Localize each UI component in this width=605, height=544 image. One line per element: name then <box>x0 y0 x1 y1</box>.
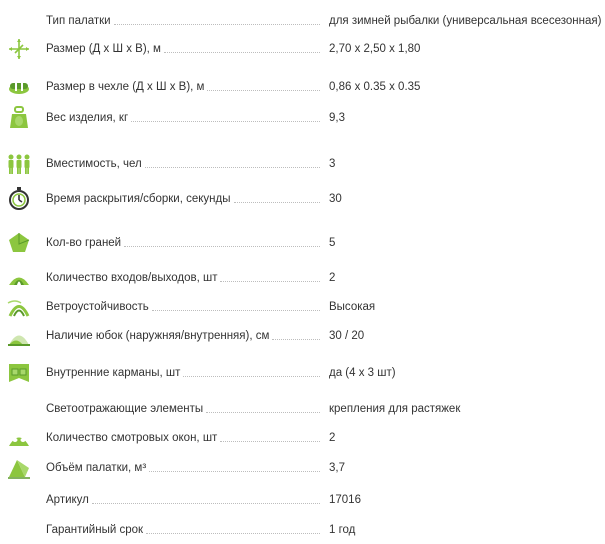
spec-row-reflective <box>0 397 605 421</box>
dotted-leader <box>206 412 320 413</box>
spec-label: Вместимость, чел <box>46 158 145 170</box>
entrance-icon <box>6 266 32 290</box>
pockets-icon <box>6 361 32 385</box>
spec-row-warranty <box>0 518 605 542</box>
packed-size-icon <box>6 75 32 99</box>
spec-value: для зимней рыбалки (универсальная всесезонная) <box>329 15 602 27</box>
volume-icon <box>6 456 32 480</box>
spec-row-pockets <box>0 361 605 385</box>
spec-value: Высокая <box>329 301 376 313</box>
spec-row-article <box>0 488 605 512</box>
spec-row-capacity <box>0 152 605 176</box>
spec-row-weight <box>0 106 605 130</box>
dotted-leader <box>92 503 320 504</box>
spec-label: Время раскрытия/сборки, секунды <box>46 193 234 205</box>
dotted-leader <box>149 471 320 472</box>
spec-label: Кол-во граней <box>46 237 124 249</box>
wind-icon <box>6 295 32 319</box>
spec-label: Светоотражающие элементы <box>46 403 206 415</box>
dimensions-icon <box>6 37 32 61</box>
spec-label: Артикул <box>46 494 92 506</box>
spec-row-entrances <box>0 266 605 290</box>
spec-value: 1 год <box>329 524 356 536</box>
spec-label: Количество смотровых окон, шт <box>46 432 220 444</box>
spec-value: 0,86 х 0.35 х 0.35 <box>329 81 421 93</box>
dotted-leader <box>152 310 320 311</box>
dotted-leader <box>164 52 320 53</box>
spec-row-setup-time <box>0 187 605 211</box>
spec-value: 3 <box>329 158 336 170</box>
spec-label: Тип палатки <box>46 15 114 27</box>
dotted-leader <box>220 441 320 442</box>
spec-label: Размер в чехле (Д х Ш х В), м <box>46 81 207 93</box>
spec-row-wind-resistance <box>0 295 605 319</box>
stopwatch-icon <box>6 187 32 211</box>
spec-row-faces <box>0 231 605 255</box>
spec-row-tent-type <box>0 9 605 33</box>
spec-value: 9,3 <box>329 112 345 124</box>
dotted-leader <box>272 339 320 340</box>
window-icon <box>6 426 32 450</box>
spec-label: Вес изделия, кг <box>46 112 131 124</box>
spec-label: Объём палатки, м³ <box>46 462 149 474</box>
dotted-leader <box>146 533 320 534</box>
people-icon <box>6 152 32 176</box>
dotted-leader <box>131 121 320 122</box>
spec-row-skirts <box>0 324 605 348</box>
spec-value: 30 <box>329 193 342 205</box>
spec-value: 5 <box>329 237 336 249</box>
skirt-icon <box>6 324 32 348</box>
spec-row-packed-size <box>0 75 605 99</box>
spec-value: 2 <box>329 272 336 284</box>
dotted-leader <box>183 376 320 377</box>
spec-value: 2,70 х 2,50 х 1,80 <box>329 43 421 55</box>
spec-value: 30 / 20 <box>329 330 365 342</box>
spec-row-dimensions <box>0 37 605 61</box>
dotted-leader <box>207 90 320 91</box>
dotted-leader <box>124 246 320 247</box>
dotted-leader <box>145 167 320 168</box>
spec-label: Гарантийный срок <box>46 524 146 536</box>
dotted-leader <box>234 202 321 203</box>
spec-value: крепления для растяжек <box>329 403 461 415</box>
spec-row-volume <box>0 456 605 480</box>
spec-label: Размер (Д х Ш х В), м <box>46 43 164 55</box>
spec-label: Наличие юбок (наружняя/внутренняя), см <box>46 330 272 342</box>
weight-icon <box>6 106 32 130</box>
spec-label: Внутренние карманы, шт <box>46 367 183 379</box>
dotted-leader <box>220 281 320 282</box>
spec-value: 2 <box>329 432 336 444</box>
spec-value: 3,7 <box>329 462 345 474</box>
spec-row-windows <box>0 426 605 450</box>
spec-label: Количество входов/выходов, шт <box>46 272 220 284</box>
pentagon-icon <box>6 231 32 255</box>
spec-value: 17016 <box>329 494 361 506</box>
spec-value: да (4 х 3 шт) <box>329 367 396 379</box>
dotted-leader <box>114 24 320 25</box>
spec-label: Ветроустойчивость <box>46 301 152 313</box>
